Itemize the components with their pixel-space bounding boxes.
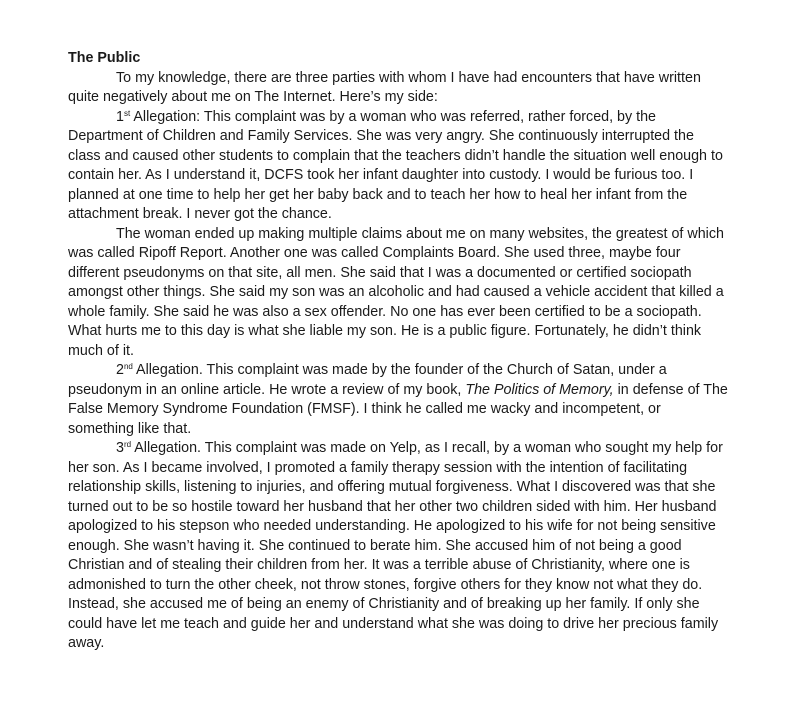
allegation-1-text: Allegation: This complaint was by a woman who was referred, rather forced, by the Department of Children and Family Services. She was very angry. She continuously interrupted the class and caused other students to complain that the teachers didn’t handle the situation well enough to contain her. As I understand it, DCFS took her infant daughter into custody. I would be furious too. I planned at one time to help her get her baby back and to teach her how to heal her infant from the attachment break. I never got the chance. bbox=[68, 108, 723, 222]
allegation-2-ordinal: nd bbox=[123, 362, 133, 371]
allegation-1-paragraph bbox=[68, 108, 730, 225]
allegation-3-paragraph bbox=[68, 439, 730, 654]
document-page bbox=[68, 49, 730, 654]
section-heading: The Public bbox=[68, 50, 141, 66]
allegation-3-number: 3 bbox=[116, 440, 124, 456]
allegation-2-paragraph bbox=[68, 361, 730, 439]
allegation-3-ordinal: rd bbox=[123, 440, 132, 449]
woman-claims-paragraph: The woman ended up making multiple claims about me on many websites, the greatest of which was called Ripoff Report. Another one was called Complaints Board. She used three, maybe four different pseudonyms on that site, all men. She said that I was a documented or certified sociopath amongst other things. She said my son was an alcoholic and had caused a vehicle accident that killed a whole family. She said he was also a sex offender. No one has ever been certified to be a sociopath. What hurts me to this day is what she liable my son. He is a public figure. Fortunately, he didn’t think much of it. bbox=[68, 225, 724, 359]
allegation-2-text-before: Allegation. This complaint was made by the founder of the Church of Satan, under a pseudonym in an online article. He wrote a review of my book, bbox=[68, 362, 667, 398]
allegation-2-text-after: in defense of The False Memory Syndrome Foundation (FMSF). I think he called me wacky and incompetent, or something like that. bbox=[68, 381, 728, 437]
allegation-1-number: 1 bbox=[116, 108, 124, 125]
allegation-3-text: Allegation. This complaint was made on Yelp, as I recall, by a woman who sought my help for her son. As I became involved, I promoted a family therapy session with the intention of facilitating relationship skills, listening to injuries, and offering mutual forgiveness. What I discovered was that she turned out to be so hostile toward her husband that her other two children sided with him. Her husband apologized to his stepson who needed understanding. He apologized to his wife for not being sensitive enough. She wasn’t having it. She continued to berate him. She accused him of not being a good Christian and of stealing their children from her. It was a terrible abuse of Christianity, where one is admonished to turn the other cheek, not throw stones, forgive others for they know not what they do. Instead, she accused me of being an enemy of Christianity and of breaking up her family. If only she could have let me teach and guide her and understand what she was doing to drive her precious family away. bbox=[68, 440, 723, 651]
allegation-1-ordinal: st bbox=[123, 108, 131, 118]
book-title: The Politics of Memory, bbox=[465, 381, 614, 398]
intro-paragraph: To my knowledge, there are three parties with whom I have had encounters that have written quite negatively about me on The Internet. Here’s my side: bbox=[68, 69, 701, 105]
allegation-2-number: 2 bbox=[116, 362, 124, 378]
